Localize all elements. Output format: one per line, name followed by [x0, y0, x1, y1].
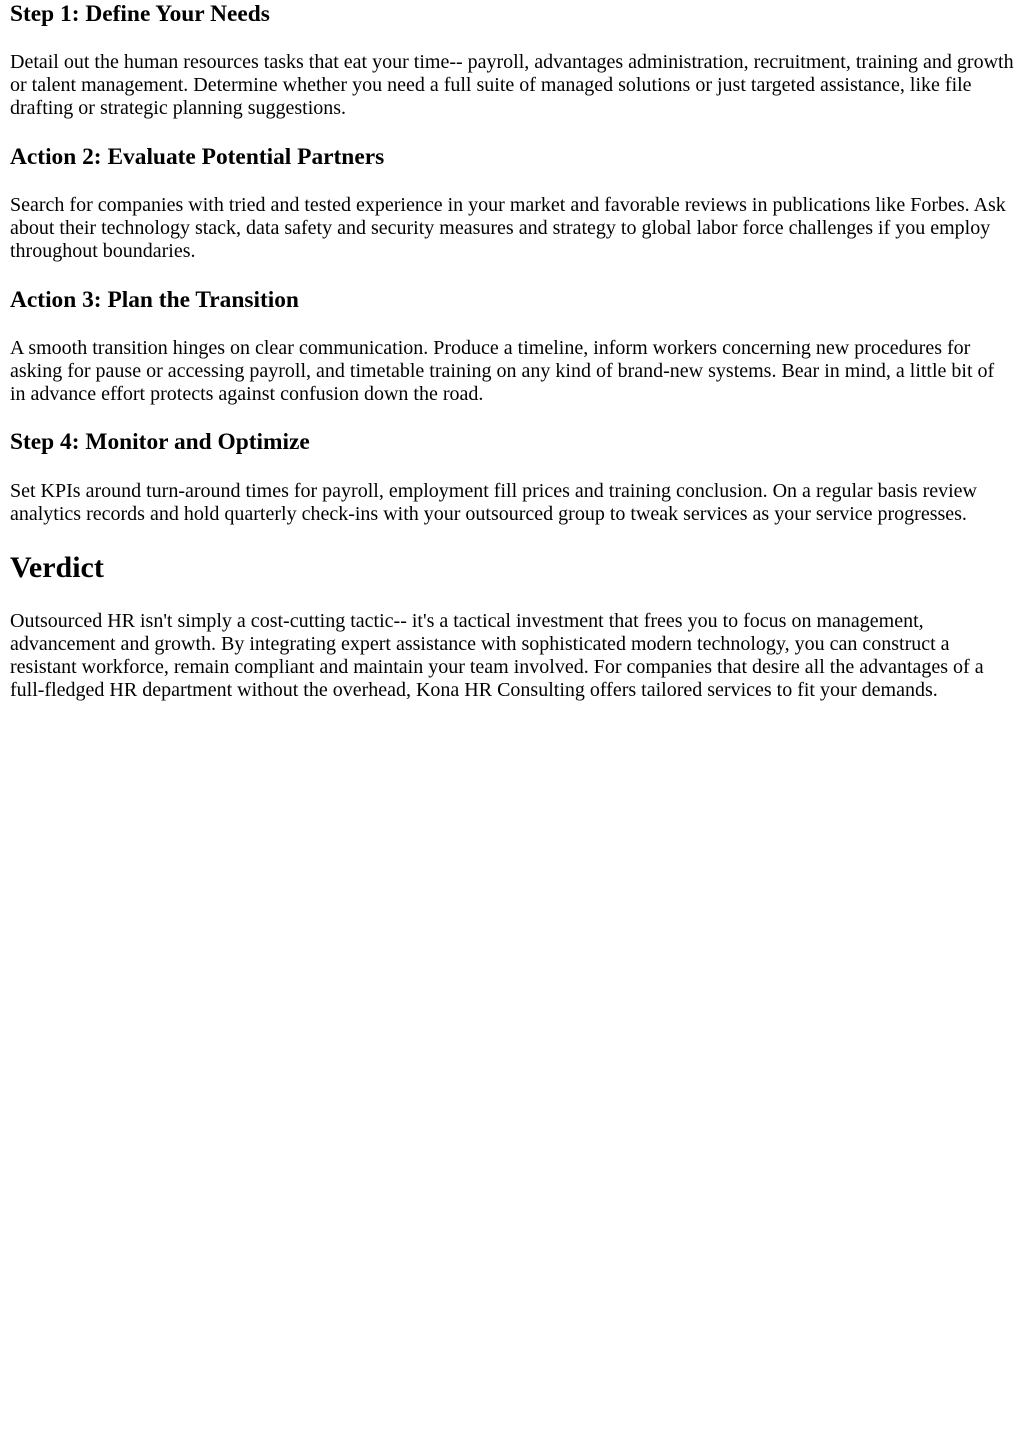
section-heading-step-2: Action 2: Evaluate Potential Partners — [10, 143, 385, 170]
section-heading-step-3: Action 3: Plan the Transition — [10, 286, 299, 313]
section-body-step-1: Detail out the human resources tasks that eat your time-- payroll, advantages administration, recruitment, training and growth or talent management. Determine whether you need a full suite of managed solutions or just targeted assistance, like file drafting or strategic planning suggestions. — [10, 51, 1014, 120]
section-body-step-4: Set KPIs around turn-around times for payroll, employment fill prices and training conclusion. On a regular basis review analytics records and hold quarterly check-ins with your outsourced group to tweak services as your service progresses. — [10, 479, 977, 525]
section-body-step-2: Search for companies with tried and tested experience in your market and favorable reviews in publications like Forbes. Ask about their technology stack, data safety and security measures and strategy to global labor force challenges if you employ throughout boundaries. — [10, 194, 1006, 263]
verdict-body: Outsourced HR isn't simply a cost-cutting tactic-- it's a tactical investment that frees you to focus on management, advancement and growth. By integrating expert assistance with sophisticated modern technology, you can construct a resistant workforce, remain compliant and maintain your team involved. For companies that desire all the advantages of a full-fledged HR department without the overhead, Kona HR Consulting offers tailored services to fit your demands. — [10, 609, 984, 701]
verdict-heading: Verdict — [10, 550, 104, 584]
section-heading-step-4: Step 4: Monitor and Optimize — [10, 429, 310, 456]
section-body-step-3: A smooth transition hinges on clear communication. Produce a timeline, inform workers concerning new procedures for asking for pause or accessing payroll, and timetable training on any kind of brand-new systems. Bear in mind, a little bit of in advance effort protects against confusion down the road. — [10, 336, 995, 405]
section-heading-step-1: Step 1: Define Your Needs — [10, 1, 270, 27]
